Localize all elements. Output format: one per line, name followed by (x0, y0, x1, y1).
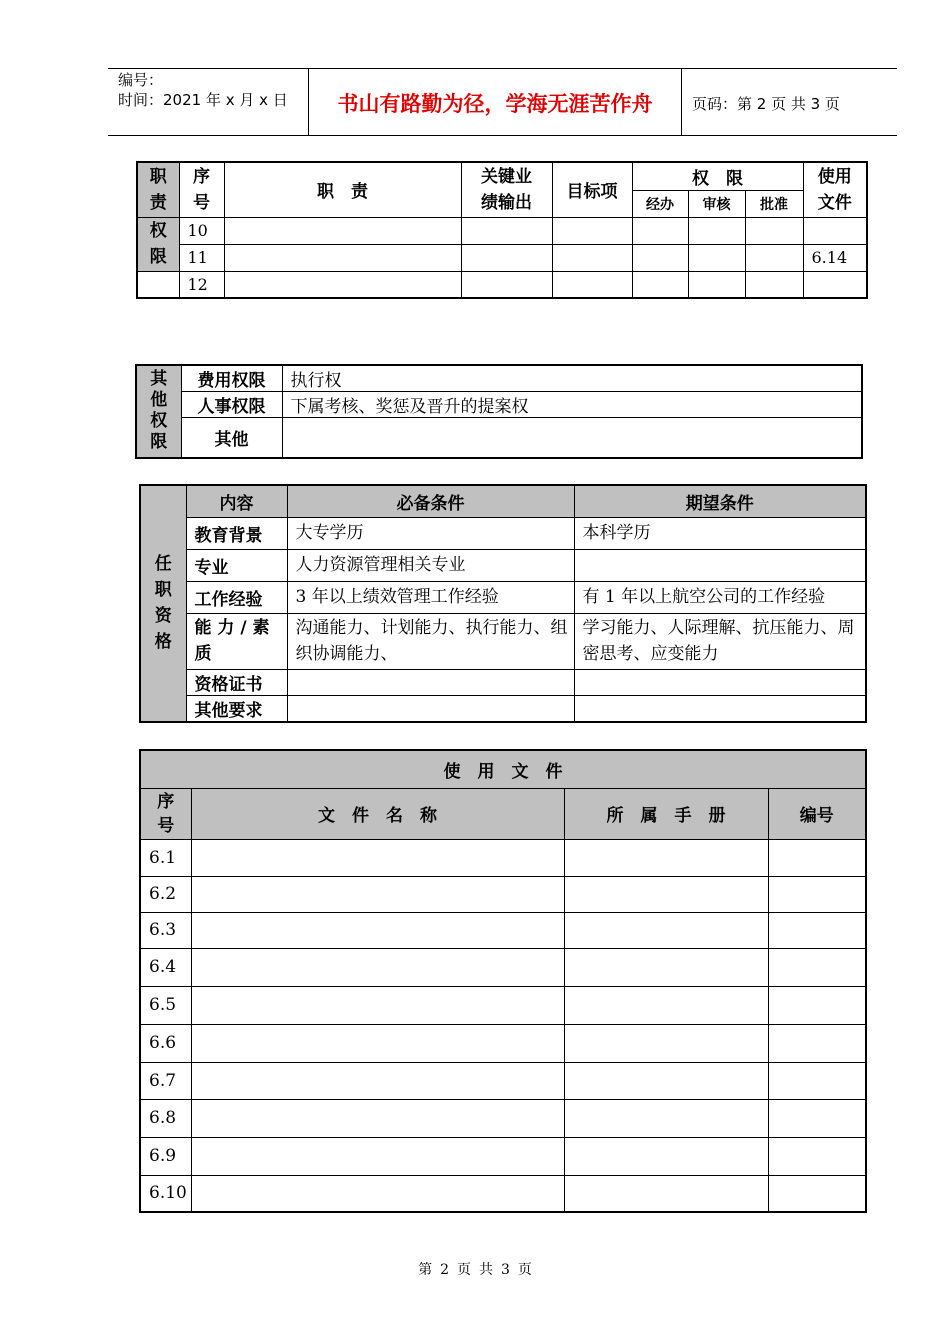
header-date: 时间：2021 年 x 月 x 日 (118, 91, 288, 109)
seq-cell: 11 (179, 244, 224, 271)
header-page-info: 页码：第 2 页 共 3 页 (692, 95, 840, 113)
doc-seq-cell: 6.8 (140, 1099, 191, 1137)
doc-seq-cell: 6.3 (140, 912, 191, 948)
doc-cell: 6.14 (803, 244, 867, 271)
other-authority-table (135, 364, 863, 459)
target-header: 目标项 (552, 162, 632, 217)
key-output-header: 关键业绩输出 (461, 162, 552, 217)
doc-cell (803, 217, 867, 244)
qual-required: 人力资源管理相关专业 (287, 549, 574, 581)
table-row (140, 1099, 866, 1137)
qual-expected: 学习能力、人际理解、抗压能力、周密思考、应变能力 (574, 613, 866, 669)
qual-required (287, 695, 574, 722)
required-header: 必备条件 (287, 485, 574, 517)
table-row (137, 217, 867, 244)
table-row (140, 876, 866, 912)
qual-label: 教育背景 (186, 517, 287, 549)
table-row (140, 1175, 866, 1212)
doc-seq-cell: 6.2 (140, 876, 191, 912)
review-header: 审核 (688, 190, 745, 217)
qual-label: 其他要求 (186, 695, 287, 722)
table-row (140, 1137, 866, 1175)
footer-ye1: 页 (457, 1262, 471, 1278)
table-row (140, 669, 866, 695)
doc-seq-cell: 6.1 (140, 839, 191, 876)
documents-table (139, 749, 867, 1213)
table-row (140, 581, 866, 613)
header-divider-left (308, 68, 309, 136)
table-row (140, 1024, 866, 1062)
header-divider-right (681, 68, 682, 136)
doc-seq-cell: 6.10 (140, 1175, 191, 1212)
seq-header: 序号 (179, 162, 224, 217)
other-authority-label: 其他 (181, 418, 282, 458)
header-top-rule (108, 68, 897, 69)
qual-label: 工作经验 (186, 581, 287, 613)
doc-seq-header: 序号 (140, 788, 191, 839)
qualifications-section-label: 任职资格 (140, 485, 186, 722)
expected-header: 期望条件 (574, 485, 866, 517)
personnel-authority-value: 下属考核、奖惩及晋升的提案权 (282, 392, 862, 418)
doc-seq-cell: 6.9 (140, 1137, 191, 1175)
doc-cell (803, 271, 867, 298)
approve-header: 批准 (745, 190, 803, 217)
table-row (137, 271, 867, 298)
authority-section-label: 权限 (137, 217, 179, 271)
table-row (140, 839, 866, 876)
header-bottom-rule (108, 135, 897, 136)
doc-name-header: 文 件 名 称 (191, 788, 564, 839)
header-slogan: 书山有路勤为径，学海无涯苦作舟 (337, 91, 653, 116)
other-authority-section-label: 其他权限 (136, 365, 181, 458)
docs-header: 使用文件 (803, 162, 867, 217)
table-row (137, 244, 867, 271)
qual-expected (574, 695, 866, 722)
table-row (140, 517, 866, 549)
cost-authority-label: 费用权限 (181, 365, 282, 392)
doc-seq-cell: 6.6 (140, 1024, 191, 1062)
table-row (140, 695, 866, 722)
qual-label: 资格证书 (186, 669, 287, 695)
personnel-authority-label: 人事权限 (181, 392, 282, 418)
doc-code-header: 编号 (768, 788, 866, 839)
qual-expected: 本科学历 (574, 517, 866, 549)
footer-gong: 共 (479, 1262, 493, 1278)
handle-header: 经办 (632, 190, 688, 217)
doc-seq-cell: 6.4 (140, 948, 191, 986)
footer-di: 第 (418, 1262, 433, 1278)
cost-authority-value: 执行权 (282, 365, 862, 392)
header-number: 编号： (118, 71, 164, 89)
table-row (140, 948, 866, 986)
qual-expected: 有 1 年以上航空公司的工作经验 (574, 581, 866, 613)
seq-cell: 12 (179, 271, 224, 298)
duties-table (136, 161, 868, 299)
footer-ye2: 页 (517, 1262, 532, 1278)
footer-page-number: 2 (440, 1262, 449, 1278)
qual-expected (574, 549, 866, 581)
doc-seq-cell: 6.5 (140, 986, 191, 1024)
table-row (140, 986, 866, 1024)
table-row (140, 1062, 866, 1099)
content-header: 内容 (186, 485, 287, 517)
authority-header: 权 限 (632, 162, 803, 190)
qual-expected (574, 669, 866, 695)
other-authority-value (282, 418, 862, 458)
seq-cell: 10 (179, 217, 224, 244)
doc-manual-header: 所 属 手 册 (564, 788, 768, 839)
table-row (140, 613, 866, 669)
qual-required: 大专学历 (287, 517, 574, 549)
footer-total-pages: 3 (501, 1262, 510, 1278)
qual-required: 3 年以上绩效管理工作经验 (287, 581, 574, 613)
table-row (140, 912, 866, 948)
qual-required (287, 669, 574, 695)
qual-required: 沟通能力、计划能力、执行能力、组织协调能力、 (287, 613, 574, 669)
duty-header: 职 责 (224, 162, 461, 217)
qualifications-table (139, 484, 867, 723)
page-footer (0, 1259, 950, 1279)
table-row (140, 549, 866, 581)
duties-section-header: 职责 (137, 162, 179, 217)
qual-label: 专业 (186, 549, 287, 581)
documents-title: 使 用 文 件 (140, 750, 866, 788)
doc-seq-cell: 6.7 (140, 1062, 191, 1099)
qual-label: 能 力 / 素 质 (186, 613, 287, 669)
